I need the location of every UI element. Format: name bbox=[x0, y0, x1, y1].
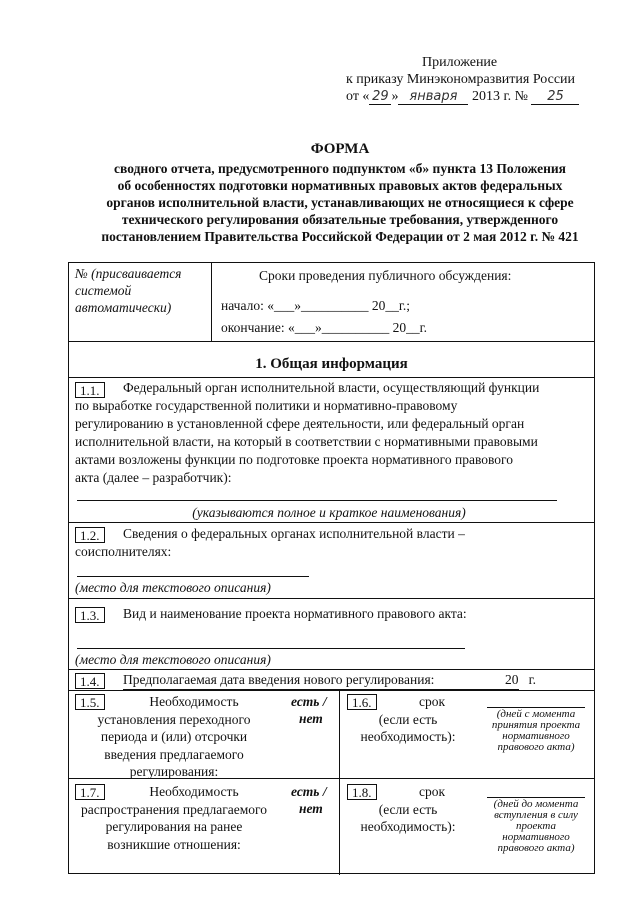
note-line: нормативного bbox=[502, 730, 570, 742]
item-1-1-line: по выработке государственной политики и нормативно-правовому bbox=[75, 398, 458, 413]
form-table bbox=[68, 262, 595, 874]
form-title: ФОРМА bbox=[310, 141, 370, 157]
order-date bbox=[336, 88, 596, 105]
item-1-7-line: возникшие отношения: bbox=[107, 836, 241, 852]
item-1-5-text bbox=[69, 693, 279, 781]
appendix-header bbox=[336, 54, 596, 105]
order-reference: к приказу Минэкономразвития России bbox=[346, 72, 576, 87]
item-number-1-2: 1.2. bbox=[75, 527, 105, 543]
date-prefix: от « bbox=[346, 89, 370, 104]
item-1-1-line: актами возложены функции по подготовке проекта нормативного правового bbox=[75, 452, 513, 467]
discussion-terms-title: Сроки проведения публичного обсуждения: bbox=[259, 268, 512, 283]
column-divider bbox=[339, 690, 340, 875]
subtitle-line: органов исполнительной власти, устанавливающих не относящиеся к сфере bbox=[106, 195, 574, 210]
number-note-line: системой bbox=[75, 283, 132, 298]
number-note-line: № (присваивается bbox=[75, 266, 182, 281]
number-note bbox=[75, 265, 209, 316]
note-line: (дней с момента bbox=[496, 708, 576, 720]
discussion-end: окончание: «___»__________ 20__г. bbox=[221, 320, 427, 335]
form-subtitle bbox=[40, 160, 640, 245]
date-day: 29 bbox=[369, 90, 391, 105]
note-line: правового акта) bbox=[497, 741, 575, 753]
item-1-6-line: (если есть bbox=[378, 711, 438, 727]
date-month: января bbox=[398, 90, 468, 105]
item-1-4-text: Предполагаемая дата введения нового регулирования: bbox=[123, 672, 435, 687]
item-1-3-text: Вид и наименование проекта нормативного правового акта: bbox=[123, 606, 467, 621]
item-1-2-line: Сведения о федеральных органах исполнительной власти – bbox=[123, 526, 465, 541]
item-1-6-line: срок bbox=[418, 694, 446, 709]
row-divider bbox=[69, 778, 594, 779]
item-1-7-yes-no[interactable] bbox=[291, 783, 327, 817]
item-1-1-line: исполнительной власти, на который в соответствии с нормативными правовыми bbox=[75, 434, 538, 449]
item-number-1-4: 1.4. bbox=[75, 673, 105, 689]
item-1-7-text bbox=[69, 783, 279, 853]
row-divider bbox=[69, 669, 594, 670]
item-1-8-text bbox=[347, 783, 469, 836]
item-number-1-7: 1.7. bbox=[75, 784, 105, 800]
no-option[interactable]: нет bbox=[299, 711, 323, 726]
item-1-7-line: регулирования на ранее bbox=[105, 819, 243, 834]
section-title: 1. Общая информация bbox=[255, 356, 408, 372]
item-1-6-note bbox=[479, 709, 593, 753]
item-1-7-line: Необходимость bbox=[149, 784, 239, 799]
item-number-1-5: 1.5. bbox=[75, 694, 105, 710]
yes-option[interactable]: есть / bbox=[291, 784, 327, 799]
answer-line bbox=[77, 576, 309, 577]
item-1-5-yes-no[interactable] bbox=[291, 693, 327, 727]
date-year: 2013 г. № bbox=[471, 89, 528, 104]
row-divider bbox=[69, 598, 594, 599]
item-1-5-line: регулирования: bbox=[129, 764, 219, 779]
item-1-1-line: регулированию в установленной сфере деятельности, или федеральный орган bbox=[75, 416, 525, 431]
note-line: принятия проекта bbox=[491, 719, 581, 731]
item-1-5-line: Необходимость bbox=[149, 694, 239, 709]
item-1-5-line: периода и (или) отсрочки bbox=[100, 729, 248, 744]
note-line: правового акта) bbox=[497, 842, 575, 854]
discussion-start: начало: «___»__________ 20__г.; bbox=[221, 298, 410, 313]
appendix-label: Приложение bbox=[422, 55, 498, 70]
item-1-2-note: (место для текстового описания) bbox=[75, 580, 271, 595]
subtitle-line: технического регулирования обязательные требования, утвержденного bbox=[121, 212, 559, 227]
row-divider bbox=[69, 341, 594, 342]
row-divider bbox=[69, 377, 594, 378]
answer-line bbox=[77, 500, 557, 501]
row-divider bbox=[69, 690, 594, 691]
item-1-8-note bbox=[479, 799, 593, 854]
item-1-8-line: (если есть bbox=[378, 801, 438, 817]
date-mid: » bbox=[391, 89, 399, 104]
no-option[interactable]: нет bbox=[299, 801, 323, 816]
item-number-1-1: 1.1. bbox=[75, 382, 105, 398]
item-1-8-line: срок bbox=[418, 784, 446, 799]
item-number-1-6: 1.6. bbox=[347, 694, 377, 710]
subtitle-line: постановлением Правительства Российской Федерации от 2 мая 2012 г. № 421 bbox=[101, 229, 579, 244]
item-1-8-line: необходимость): bbox=[360, 819, 456, 834]
note-line: (дней до момента bbox=[493, 798, 579, 810]
item-number-1-3: 1.3. bbox=[75, 607, 105, 623]
row-divider bbox=[69, 522, 594, 523]
note-line: нормативного bbox=[502, 831, 570, 843]
number-note-line: автоматически) bbox=[75, 300, 172, 315]
item-1-5-line: введения предлагаемого bbox=[104, 746, 244, 762]
order-number: 25 bbox=[531, 90, 579, 105]
note-line: вступления в силу bbox=[494, 809, 578, 821]
top-divider bbox=[211, 263, 212, 341]
subtitle-line: сводного отчета, предусмотренного подпунктом «б» пункта 13 Положения bbox=[114, 161, 566, 176]
item-1-2-line: соисполнителях: bbox=[75, 544, 172, 559]
item-1-1-note: (указываются полное и краткое наименования) bbox=[192, 505, 466, 520]
item-1-3-note: (место для текстового описания) bbox=[75, 652, 271, 667]
yes-option[interactable]: есть / bbox=[291, 694, 327, 709]
subtitle-line: об особенностях подготовки нормативных правовых актов федеральных bbox=[117, 178, 563, 193]
item-1-6-text bbox=[347, 693, 469, 746]
item-number-1-8: 1.8. bbox=[347, 784, 377, 800]
item-1-6-line: необходимость): bbox=[360, 729, 456, 744]
item-1-1-line: Федеральный орган исполнительной власти, осуществляющий функции bbox=[123, 380, 540, 395]
answer-line bbox=[77, 648, 465, 649]
note-line: проекта bbox=[516, 820, 556, 832]
item-1-7-line: распространения предлагаемого bbox=[81, 801, 267, 817]
item-1-5-line: установления переходного bbox=[97, 711, 251, 727]
item-1-4-year: 20 г. bbox=[505, 672, 537, 687]
item-1-1-line: акта (далее – разработчик): bbox=[75, 470, 232, 485]
